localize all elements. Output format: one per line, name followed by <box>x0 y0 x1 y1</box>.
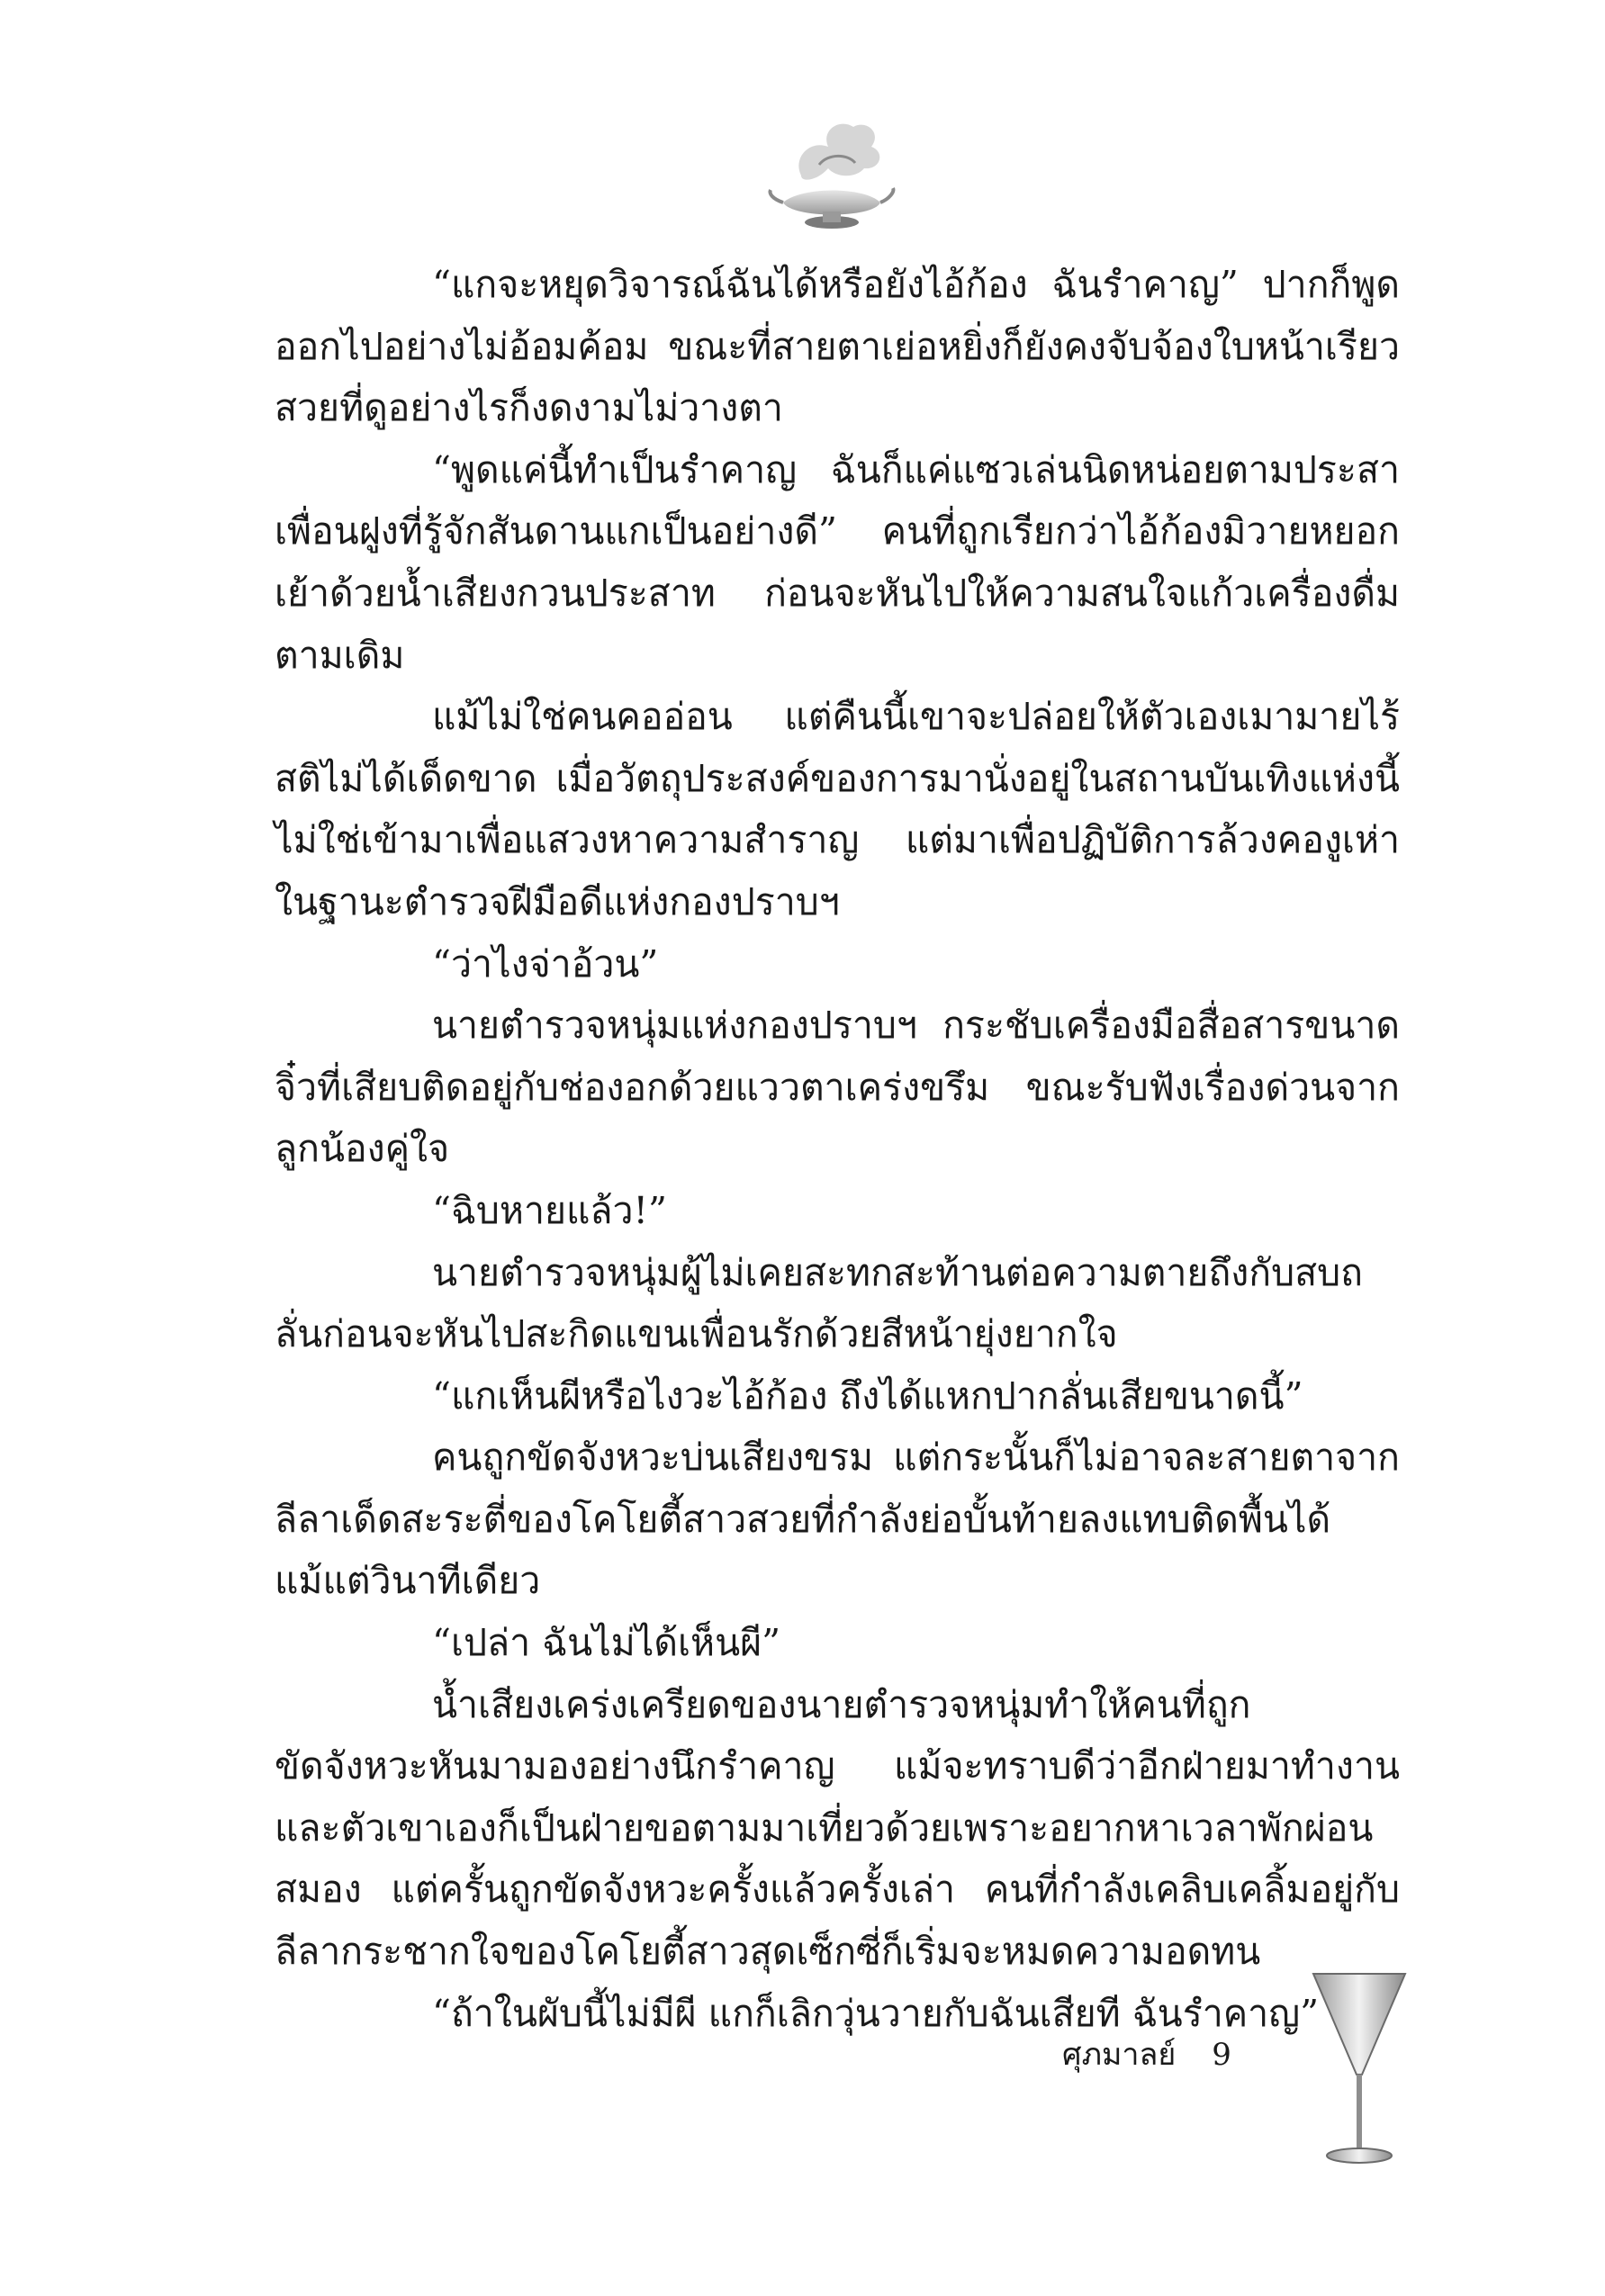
paragraph: นายตำรวจหนุ่มผู้ไม่เคยสะทกสะท้านต่อความตายถึงกับสบถลั่นก่อนจะหันไปสะกิดแขนเพื่อนรักด้วยสีหน้ายุ่งยากใจ <box>275 1250 1364 1356</box>
paragraph: “แกจะหยุดวิจารณ์ฉันได้หรือยังไอ้ก้อง ฉันรำคาญ” ปากก็พูดออกไปอย่างไม่อ้อมค้อม ขณะที่สายตาเย่อหยิ่งก็ยังคงจับจ้องใบหน้าเรียวสวยที่ดูอย่างไรก็งดงามไม่วางตา <box>275 263 1400 430</box>
paragraph: นายตำรวจหนุ่มแห่งกองปราบฯ กระชับเครื่องมือสื่อสารขนาดจิ๋วที่เสียบติดอยู่กับช่องอกด้วยแววตาเคร่งขรึม ขณะรับฟังเรื่องด่วนจากลูกน้องคู่ใจ <box>275 1004 1400 1171</box>
author-name: ศุภมาลย์ <box>1062 2037 1177 2073</box>
page-number: 9 <box>1212 2037 1231 2073</box>
paragraph: “แกเห็นผีหรือไงวะไอ้ก้อง ถึงได้แหกปากลั่นเสียขนาดนี้” <box>432 1373 1303 1418</box>
paragraph: “เปล่า ฉันไม่ได้เห็นผี” <box>432 1621 781 1665</box>
paragraph: แม้ไม่ใช่คนคออ่อน แต่คืนนี้เขาจะปล่อยให้ตัวเองเมามายไร้สติไม่ได้เด็ดขาด เมื่อวัตถุประสงค์ของการมานั่งอยู่ในสถานบันเทิงแห่งนี้ไม่ใช่เข้ามาเพื่อแสวงหาความสำราญ แต่มาเพื่อปฏิบัติการล้วงคองูเห่าในฐานะตำรวจฝีมือดีแห่งกองปราบฯ <box>275 695 1400 923</box>
page-footer <box>1062 2030 1231 2078</box>
paragraph: “ว่าไงจ่าอ้วน” <box>432 941 659 986</box>
paragraph: น้ำเสียงเคร่งเครียดของนายตำรวจหนุ่มทำให้คนที่ถูกขัดจังหวะหันมามองอย่างนึกรำคาญ แม้จะทราบดีว่าอีกฝ่ายมาทำงาน และตัวเขาเองก็เป็นฝ่ายขอตามมาเที่ยวด้วยเพราะอยากหาเวลาพักผ่อนสมอง แต่ครั้นถูกขัดจังหวะครั้งแล้วครั้งเล่า คนที่กำลังเคลิบเคลิ้มอยู่กับลีลากระชากใจของโคโยตี้สาวสุดเซ็กซี่ก็เริ่มจะหมดความอดทน <box>275 1682 1400 1974</box>
martini-glass-icon <box>1310 1967 1409 2174</box>
body-text <box>275 254 1400 2044</box>
paragraph: “ถ้าในผับนี้ไม่มีผี แกก็เลิกวุ่นวายกับฉันเสียที ฉันรำคาญ” <box>432 1991 1320 2035</box>
paragraph: คนถูกขัดจังหวะบ่นเสียงขรม แต่กระนั้นก็ไม่อาจละสายตาจากลีลาเด็ดสะระตี่ของโคโยตี้สาวสวยที่กำลังย่อบั้นท้ายลงแทบติดพื้นได้แม้แต่วินาทีเดียว <box>275 1436 1400 1603</box>
paragraph: “ฉิบหายแล้ว!” <box>432 1188 667 1232</box>
lamp-ornament-icon <box>765 113 896 239</box>
paragraph: “พูดแค่นี้ทำเป็นรำคาญ ฉันก็แค่แซวเล่นนิดหน่อยตามประสาเพื่อนฝูงที่รู้จักสันดานแกเป็นอย่างดี” คนที่ถูกเรียกว่าไอ้ก้องมิวายหยอกเย้าด้วยน้ำเสียงกวนประสาท ก่อนจะหันไปให้ความสนใจแก้วเครื่องดื่มตามเดิม <box>275 447 1400 677</box>
